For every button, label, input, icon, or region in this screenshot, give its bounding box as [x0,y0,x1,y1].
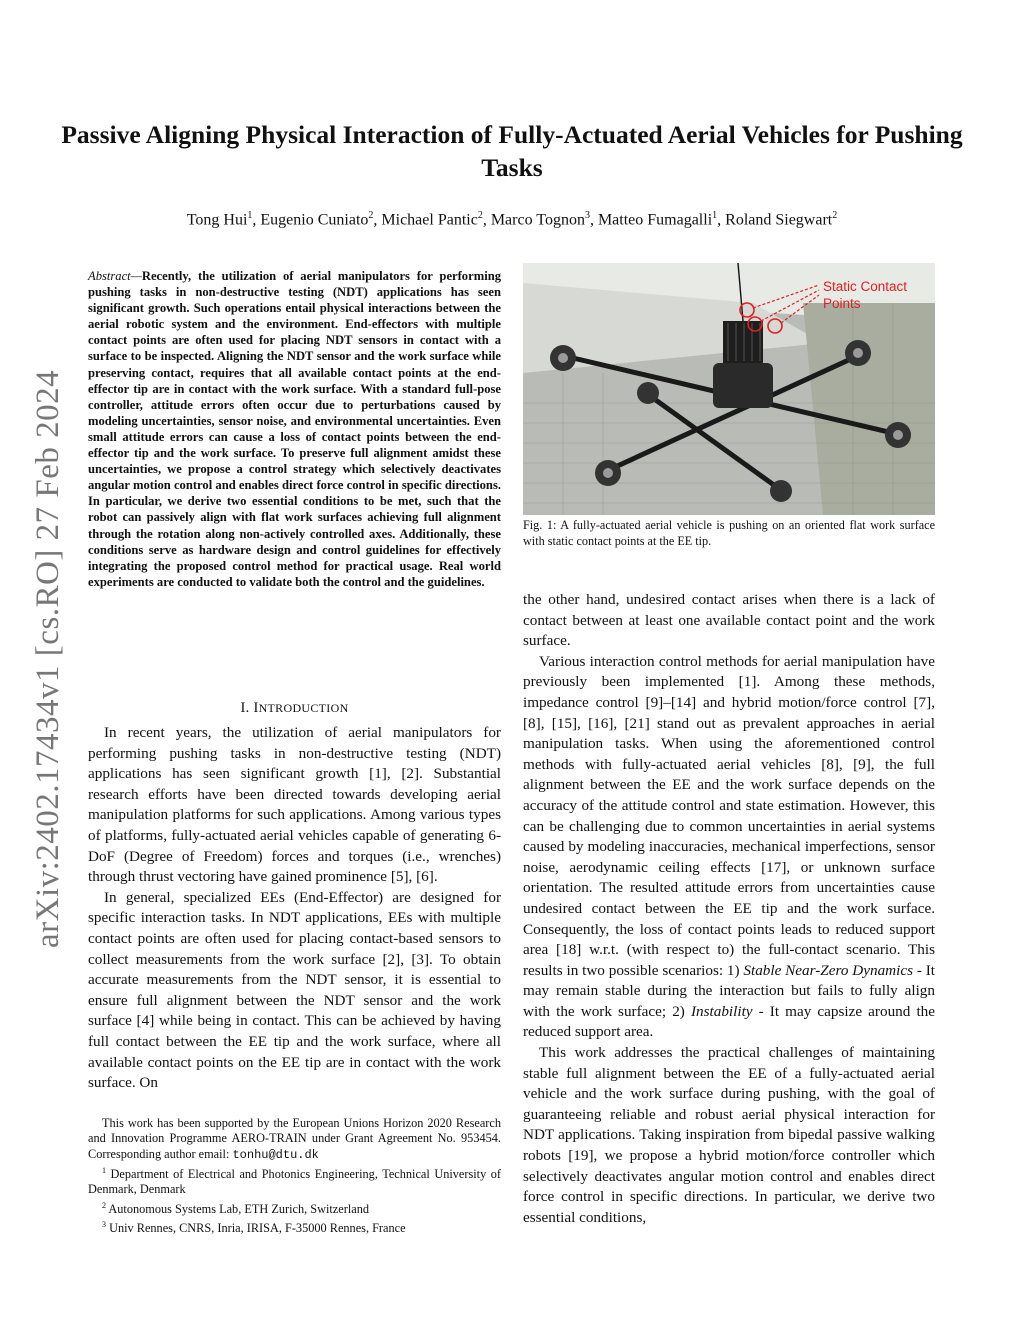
text-run: Various interaction control methods for aerial manipulation have previously been implemented [1]. Among these methods, impedance control [9]–[14] and hybrid motion/force control [7], [8], [15], [16], [21] stand out as prevalent approaches in aerial manipulation tasks. When using the aforementioned control methods with fully-actuated aerial vehicles [8], [9], the full alignment between the EE and the work surface depends on the accuracy of the attitude control and state estimation. However, this can be challenging due to common uncertainties in aerial systems caused by modeling inaccuracies, mechanical imperfections, sensor noise, aerodynamic ceiling effects [17], or unknown surface orientation. The resulted attitude errors from uncertainties cause undesired contact between the EE tip and the work surface. Consequently, the loss of contact points leads to reduced support area [18] w.r.t. (with respect to) the full-contact scenario. This results in two possible scenarios: 1) [523,652,935,979]
footnote-mark: 3 [102,1219,106,1229]
paragraph: In general, specialized EEs (End-Effector) are designed for specific interaction tasks. In NDT applications, EEs with multiple contact points are often used for placing contact-based sensors to collect measurements from the work surface [2], [3]. To obtain accurate measurements from the NDT sensor, it is essential to ensure full alignment between the NDT sensor and the work surface [4] while being in contact. This can be achieved by having full contact between the EE tip and the work surface, where all available contact points on the EE tip are in contact with the work surface. On [88,888,501,1092]
author-list: Tong Hui$^1$, Eugenio Cuniato$^2$, Michael Pantic$^2$, Marco Tognon$^3$, Matteo Fumagalli$^1$, Roland Siegwart$^2$ [186,210,838,229]
affiliation-text: Department of Electrical and Photonics Engineering, Technical University of Denmark, Denmark [88,1166,501,1197]
affiliation-footnote [88,1217,501,1236]
footnote-mark: 1 [102,1165,106,1175]
section-heading-introduction [88,700,501,717]
annotation-points: Points [823,296,861,311]
author-name: Eugenio Cuniato [260,211,369,229]
arxiv-identifier: arXiv:2402.17434v1 [cs.RO] 27 Feb 2024 [30,369,66,948]
text-run: - It may capsize around the reduced support area. [523,1002,935,1041]
affiliation-text: Univ Rennes, CNRS, Inria, IRISA, F-35000 Rennes, France [109,1221,406,1236]
paragraph: the other hand, undesired contact arises when there is a lack of contact between at least one available contact point and the work surface. [523,591,935,650]
paragraph [523,652,935,1043]
paper-title: Passive Aligning Physical Interaction of Fully-Actuated Aerial Vehicles for Pushing Tasks [61,120,963,182]
section-title-rest: NTRODUCTION [258,701,349,715]
author-name: Matteo Fumagalli [597,211,713,229]
section-number: I. [240,700,250,716]
figure-caption: Fig. 1: A fully-actuated aerial vehicle is pushing on an oriented flat work surface with static contact points at the EE tip. [523,518,935,548]
annotation-static-contact: Static Contact [823,279,908,294]
affiliation-mark: 1 [712,210,718,221]
text-run: - It may remain stable during the interaction but fails to fully align with the work surface; 2) [523,961,935,1020]
figure-1-photo [523,263,935,515]
affiliation-footnote [88,1163,501,1198]
emphasis: Stable Near-Zero Dynamics [743,961,913,979]
emphasis: Instability [690,1002,753,1020]
section-title-initial: I [253,700,259,716]
author-name: Michael Pantic [381,211,478,229]
right-column-body [523,590,935,1228]
introduction-body [88,723,501,1094]
affiliation-mark: 2 [368,210,374,221]
author-name: Tong Hui [186,211,248,229]
footnotes [88,1116,501,1236]
affiliation-mark: 3 [584,210,590,221]
affiliation-mark: 2 [477,210,483,221]
abstract-text: Recently, the utilization of aerial manipulators for performing pushing tasks in non-destructive testing (NDT) applications has seen significant growth. Such operations entail physical interactions between the aerial robotic system and the environment. End-effectors with multiple contact points are often used for placing NDT sensors in contact with a surface to be inspected. Aligning the NDT sensor and the work surface while preserving contact, requires that all available contact points at the end-effector tip are in contact with the work surface. With a standard full-pose controller, attitude errors often occur due to perturbations caused by modeling uncertainties, sensor noise, and environmental uncertainties. Even small attitude errors can cause a loss of contact points between the end-effector tip and the work surface. To preserve full alignment amidst these uncertainties, we propose a control strategy which selectively deactivates angular motion control and enables direct force control in specific directions. In particular, we derive two essential conditions to be met, such that the robot can passively align with flat work surfaces achieving full alignment through the rotation along non-actively controlled axes. Additionally, these conditions serve as hardware design and control guidelines for effectively integrating the proposed control method for practical usage. Real world experiments are conducted to validate both the control and the guidelines. [88,269,501,589]
abstract-label: Abstract— [88,269,142,283]
funding-text: This work has been supported by the European Unions Horizon 2020 Research and Innovation Programme AERO-TRAIN under Grant Agreement No. 953454. Corresponding author email: [88,1116,501,1161]
funding-footnote [88,1116,501,1163]
footnote-mark: 2 [102,1200,106,1210]
abstract [88,268,501,590]
affiliation-footnote [88,1198,501,1217]
author-name: Roland Siegwart [725,211,833,229]
author-name: Marco Tognon [490,211,585,229]
paragraph: In recent years, the utilization of aerial manipulators for performing pushing tasks in non-destructive testing (NDT) applications has seen significant growth [1], [2]. Substantial research efforts have been directed towards developing aerial manipulation platforms for such applications. Among various types of platforms, fully-actuated aerial vehicles capable of generating 6-DoF (Degree of Freedom) forces and torques (i.e., wrenches) through thrust vectoring have gained prominence [5], [6]. [88,724,501,886]
affiliation-mark: 1 [247,210,253,221]
paragraph: This work addresses the practical challenges of maintaining stable full alignment between the EE of a fully-actuated aerial vehicle and the work surface during pushing, with the goal of guaranteeing reliable and robust aerial physical interaction for NDT applications. Taking inspiration from bipedal passive walking robots [19], we propose a hybrid motion/force controller which selectively deactivates angular motion control and enables direct force control in specific directions. In particular, we derive two essential conditions, [523,1044,935,1226]
affiliation-text: Autonomous Systems Lab, ETH Zurich, Switzerland [108,1201,369,1216]
author-email: tonhu@dtu.dk [232,1147,319,1162]
affiliation-mark: 2 [832,210,838,221]
aerial-vehicle-illustration [523,263,935,515]
